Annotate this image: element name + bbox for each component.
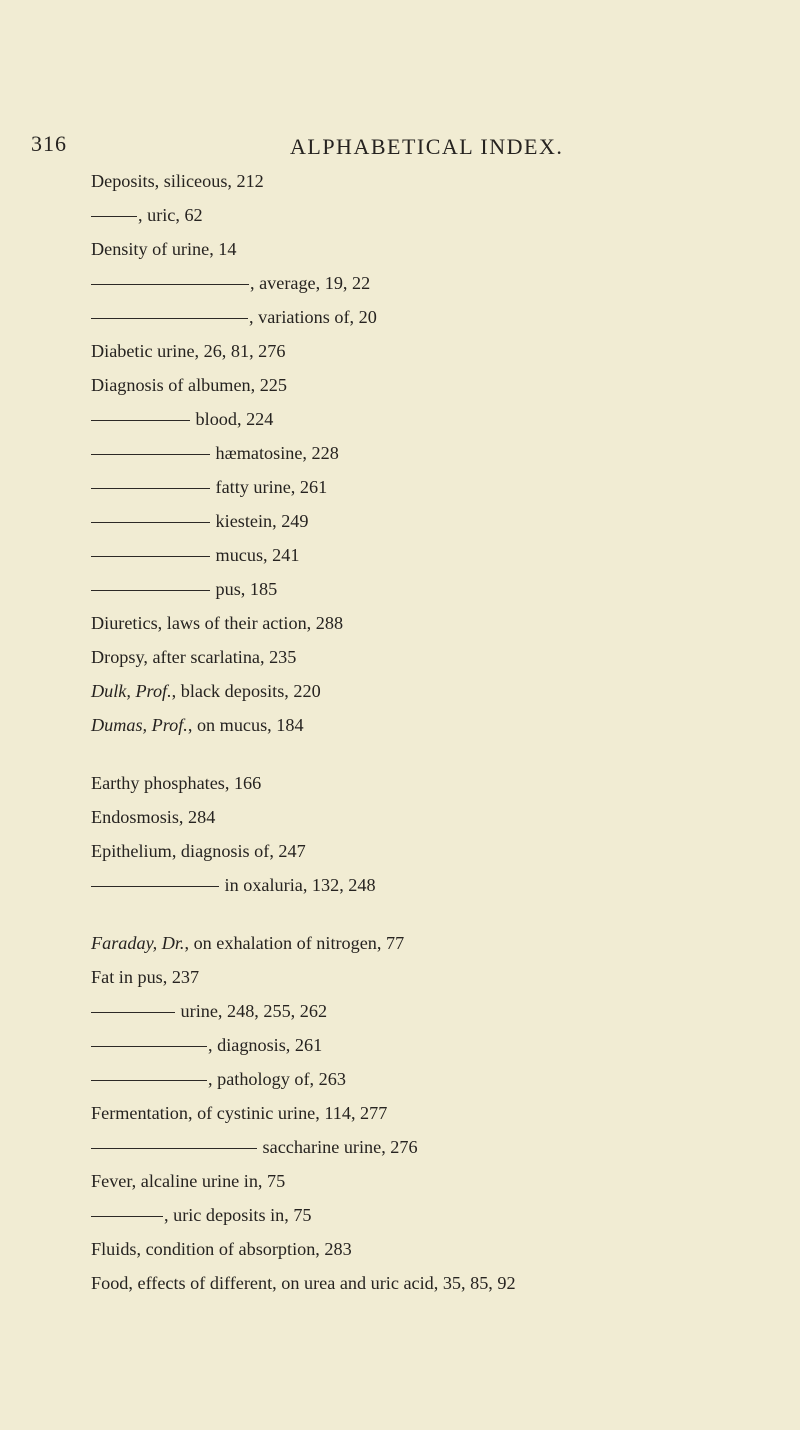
entry-text: blood, 224 bbox=[195, 409, 274, 429]
entry-text: Fermentation, of cystinic urine, 114, 277 bbox=[91, 1103, 388, 1123]
index-entry bbox=[91, 932, 404, 954]
index-entry bbox=[91, 1000, 327, 1022]
ditto-dash bbox=[91, 284, 249, 285]
index-entry bbox=[91, 374, 287, 396]
index-entry bbox=[91, 170, 264, 192]
entry-text: , pathology of, 263 bbox=[208, 1069, 346, 1089]
author-name: Dumas, Prof. bbox=[91, 715, 188, 735]
entry-text: saccharine urine, 276 bbox=[262, 1137, 418, 1157]
index-entry bbox=[91, 680, 321, 702]
entry-text: Endosmosis, 284 bbox=[91, 807, 216, 827]
ditto-dash bbox=[91, 1046, 207, 1047]
index-entry bbox=[91, 476, 327, 498]
index-entry bbox=[91, 238, 236, 260]
entry-text: Diuretics, laws of their action, 288 bbox=[91, 613, 344, 633]
entry-text: Diagnosis of albumen, 225 bbox=[91, 375, 287, 395]
page-number: 316 bbox=[31, 131, 67, 156]
entry-text: urine, 248, 255, 262 bbox=[180, 1001, 328, 1021]
ditto-dash bbox=[91, 1148, 257, 1149]
index-entry bbox=[91, 1238, 352, 1260]
ditto-dash bbox=[91, 420, 190, 421]
entry-text: Earthy phosphates, 166 bbox=[91, 773, 262, 793]
index-entry bbox=[91, 1068, 346, 1090]
entry-text: , on exhalation of nitrogen, 77 bbox=[184, 933, 405, 953]
entry-text: kiestein, 249 bbox=[215, 511, 309, 531]
entry-text: Density of urine, 14 bbox=[91, 239, 237, 259]
index-entry bbox=[91, 510, 309, 532]
index-entry bbox=[91, 772, 261, 794]
entry-text: , average, 19, 22 bbox=[250, 273, 371, 293]
entry-text: , uric, 62 bbox=[138, 205, 203, 225]
ditto-dash bbox=[91, 1080, 207, 1081]
ditto-dash bbox=[91, 216, 137, 217]
entry-text: Food, effects of different, on urea and uric acid, 35, 85, 92 bbox=[91, 1273, 516, 1293]
index-entry bbox=[91, 966, 199, 988]
index-entry bbox=[91, 1272, 516, 1294]
index-entry bbox=[91, 874, 376, 896]
index-entry bbox=[91, 646, 296, 668]
ditto-dash bbox=[91, 556, 210, 557]
index-entry bbox=[91, 714, 304, 736]
author-name: Faraday, Dr. bbox=[91, 933, 185, 953]
author-name: Dulk, Prof. bbox=[91, 681, 172, 701]
index-entry bbox=[91, 272, 370, 294]
entry-text: Fat in pus, 237 bbox=[91, 967, 200, 987]
entry-text: Fever, alcaline urine in, 75 bbox=[91, 1171, 286, 1191]
entry-text: , diagnosis, 261 bbox=[208, 1035, 323, 1055]
ditto-dash bbox=[91, 318, 248, 319]
index-entry bbox=[91, 1136, 418, 1158]
index-entry bbox=[91, 1170, 285, 1192]
entry-text: Diabetic urine, 26, 81, 276 bbox=[91, 341, 286, 361]
index-entry bbox=[91, 1204, 312, 1226]
entry-text: hæmatosine, 228 bbox=[215, 443, 339, 463]
ditto-dash bbox=[91, 886, 219, 887]
index-entry bbox=[91, 340, 285, 362]
ditto-dash bbox=[91, 1012, 175, 1013]
running-head: ALPHABETICAL INDEX. bbox=[290, 134, 564, 159]
entry-text: in oxaluria, 132, 248 bbox=[224, 875, 376, 895]
index-entry bbox=[91, 1034, 322, 1056]
entry-text: Epithelium, diagnosis of, 247 bbox=[91, 841, 306, 861]
ditto-dash bbox=[91, 488, 210, 489]
index-entry bbox=[91, 204, 203, 226]
ditto-dash bbox=[91, 590, 210, 591]
entry-text: mucus, 241 bbox=[215, 545, 300, 565]
entry-text: Dropsy, after scarlatina, 235 bbox=[91, 647, 297, 667]
ditto-dash bbox=[91, 522, 210, 523]
index-entry bbox=[91, 408, 273, 430]
index-entry bbox=[91, 612, 343, 634]
entry-text: Fluids, condition of absorption, 283 bbox=[91, 1239, 352, 1259]
ditto-dash bbox=[91, 454, 210, 455]
entry-text: , uric deposits in, 75 bbox=[164, 1205, 312, 1225]
entry-text: pus, 185 bbox=[215, 579, 278, 599]
index-entry bbox=[91, 442, 339, 464]
index-entry bbox=[91, 578, 277, 600]
ditto-dash bbox=[91, 1216, 163, 1217]
entry-text: fatty urine, 261 bbox=[215, 477, 328, 497]
entry-text: , on mucus, 184 bbox=[187, 715, 304, 735]
index-entry bbox=[91, 544, 299, 566]
index-entry bbox=[91, 1102, 387, 1124]
entry-text: , variations of, 20 bbox=[249, 307, 377, 327]
entry-text: , black deposits, 220 bbox=[171, 681, 321, 701]
index-entry bbox=[91, 806, 215, 828]
index-entry bbox=[91, 306, 377, 328]
entry-text: Deposits, siliceous, 212 bbox=[91, 171, 264, 191]
index-entry bbox=[91, 840, 306, 862]
